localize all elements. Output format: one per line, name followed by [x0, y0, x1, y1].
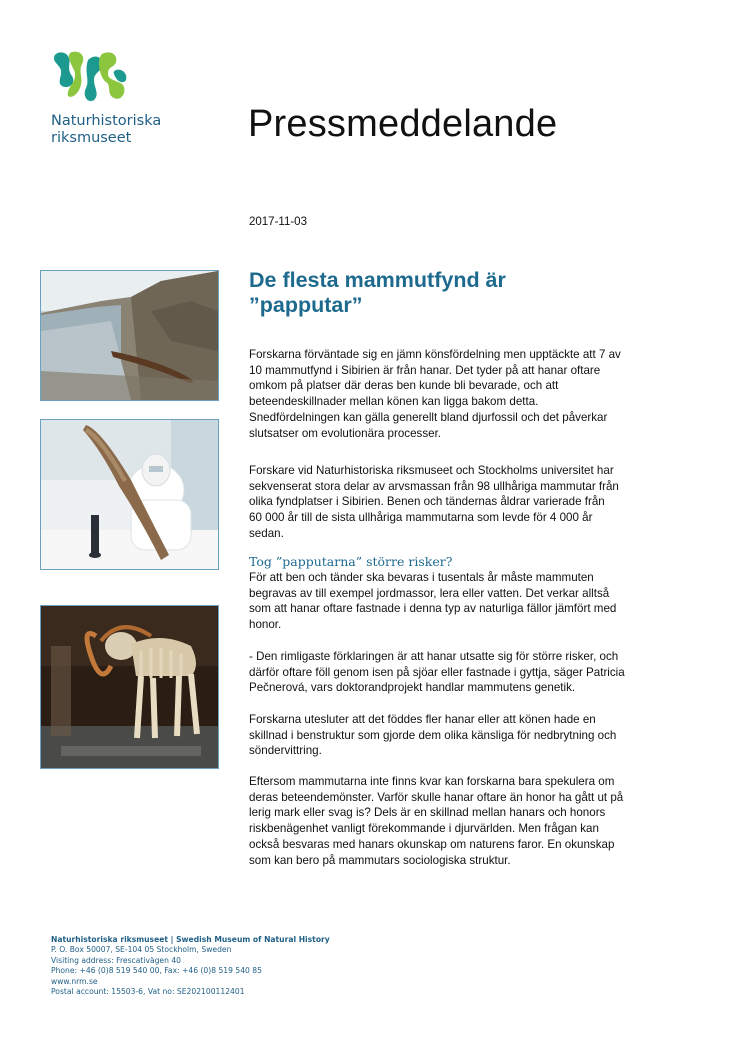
- paragraph-1: [249, 347, 669, 441]
- footer-postal: Postal account: 15503-6, Vat no: SE202100112401: [51, 987, 245, 997]
- text-line: - Den rimligaste förklaringen är att hanar utsatte sig för större risker, och: [249, 650, 619, 663]
- text-line: beteendeskillnader mellan könen kan ligga bakom detta.: [249, 395, 539, 409]
- footer-web-link[interactable]: www.nrm.se: [51, 976, 98, 986]
- text-line: därför oftare föll genom isen på sjöar eller fastnade i gyttja, säger Patricia: [249, 665, 625, 679]
- text-line: lerig mark eller svag is? Dels är en skillnad mellan hanars och honors: [249, 806, 606, 820]
- text-line: omkom på platser där deras ben kunde bli bevarade, och att: [249, 379, 559, 393]
- photo-mammoth-skeleton: [40, 605, 219, 769]
- footer-title: Naturhistoriska riksmuseet | Swedish Museum of Natural History: [51, 935, 330, 944]
- text-line: För att ben och tänder ska bevaras i tusentals år måste mammuten: [249, 571, 594, 584]
- subheading: Tog ”papputarna” större risker?: [249, 554, 453, 569]
- nrm-logo-icon: [50, 50, 130, 104]
- footer-contact: [51, 935, 330, 997]
- footer-address: P. O. Box 50007, SE-104 05 Stockholm, Sweden: [51, 945, 232, 955]
- text-line: Forskarna förväntade sig en jämn könsfördelning men upptäckte att 7 av: [249, 348, 621, 361]
- text-line: riskbenägenhet vanligt förekommande i djurvärlden. Men frågan kan: [249, 822, 599, 836]
- headline-line1: De flesta mammutfynd är: [249, 268, 506, 292]
- paragraph-3: [249, 570, 669, 633]
- publish-date: 2017-11-03: [249, 216, 307, 228]
- paragraph-6: [249, 774, 669, 868]
- text-line: Eftersom mammutarna inte finns kvar kan forskarna bara spekulera om: [249, 775, 615, 788]
- footer-phone: Phone: +46 (0)8 519 540 00, Fax: +46 (0)8 519 540 85: [51, 966, 262, 976]
- text-line: slutsatser om evolutionära processer.: [249, 426, 442, 440]
- org-name-line1: Naturhistoriska: [51, 113, 162, 129]
- text-line: deras beteendemönster. Varför skulle hanar oftare än honor ha gått ut på: [249, 790, 624, 804]
- headline-line2: ”papputar”: [249, 293, 363, 317]
- text-line: 10 mammutfynd i Sibirien är från hanar. Det tyder på att hanar oftare: [249, 363, 601, 377]
- document-title: Pressmeddelande: [248, 103, 558, 145]
- text-line: Snedfördelningen kan gälla generellt bland djurfossil och det påverkar: [249, 410, 608, 424]
- text-line: också besvaras med hanars okunskap om naturens faror. En okunskap: [249, 837, 615, 851]
- text-line: Forskarna utesluter att det föddes fler hanar eller att könen hade en: [249, 713, 596, 726]
- footer-visiting: Visiting address: Frescativägen 40: [51, 955, 181, 965]
- paragraph-4: [249, 649, 669, 696]
- article-headline: [249, 268, 649, 318]
- text-line: sedan.: [249, 526, 284, 540]
- photo-researcher-with-tusk: [40, 419, 219, 570]
- text-line: olika fyndplatser i Sibirien. Benen och tändernas åldrar varierade från: [249, 495, 605, 509]
- text-line: Pečnerová, vars doktorandprojekt handlar mammutens genetik.: [249, 681, 576, 695]
- text-line: begravas av till exempel jordmassor, lera eller vatten. Det verkar alltså: [249, 586, 610, 600]
- text-line: söndervittring.: [249, 744, 322, 758]
- organization-name: [51, 113, 161, 147]
- paragraph-2: [249, 463, 669, 542]
- text-line: Forskare vid Naturhistoriska riksmuseet och Stockholms universitet har: [249, 464, 614, 477]
- text-line: skillnad i benstruktur som gjorde dem olika känsliga för nedbrytning och: [249, 728, 617, 742]
- text-line: 60 000 år till de sista ullhåriga mammutarna som levde för 4 000 år: [249, 511, 593, 525]
- text-line: honor.: [249, 618, 282, 632]
- photo-tusk-on-riverbank: [40, 270, 219, 401]
- paragraph-5: [249, 712, 669, 759]
- text-line: som kan bero på mammutars sociologiska struktur.: [249, 853, 511, 867]
- org-name-line2: riksmuseet: [51, 130, 132, 146]
- text-line: sekvenserat stora delar av arvsmassan från 98 ullhåriga mammutar från: [249, 479, 619, 493]
- text-line: som att hanar oftare fastnade i denna typ av naturliga fällor jämfört med: [249, 602, 617, 616]
